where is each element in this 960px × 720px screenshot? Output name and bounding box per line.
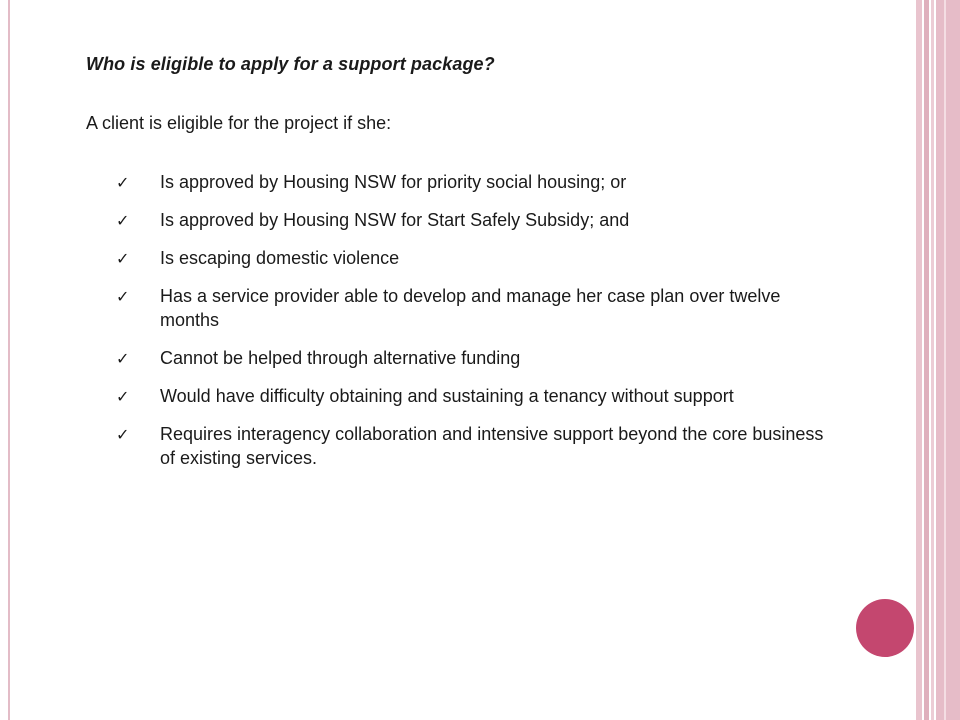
slide-heading: Who is eligible to apply for a support package?: [86, 54, 495, 74]
list-item: [116, 284, 836, 332]
check-icon: ✓: [116, 287, 130, 306]
right-stripe: [924, 0, 929, 720]
check-icon: ✓: [116, 249, 130, 268]
check-icon: ✓: [116, 173, 130, 192]
check-icon: ✓: [116, 387, 130, 406]
list-item: [116, 246, 836, 270]
list-item-text: Has a service provider able to develop and manage her case plan over twelve months: [160, 286, 781, 330]
list-item-text: Is approved by Housing NSW for Start Safely Subsidy; and: [160, 210, 630, 230]
list-item: [116, 346, 836, 370]
check-icon: ✓: [116, 349, 130, 368]
check-icon: ✓: [116, 211, 130, 230]
decorative-circle: [856, 599, 914, 657]
right-stripe: [944, 0, 946, 720]
list-item-text: Is approved by Housing NSW for priority social housing; or: [160, 172, 627, 192]
list-item-text: Cannot be helped through alternative funding: [160, 348, 521, 368]
eligibility-list: [116, 170, 836, 484]
list-item: [116, 170, 836, 194]
right-stripe: [931, 0, 934, 720]
right-stripe: [916, 0, 922, 720]
left-frame-line: [8, 0, 10, 720]
list-item: [116, 422, 836, 470]
list-item-text: Requires interagency collaboration and intensive support beyond the core business of existing services.: [160, 424, 824, 468]
list-item-text: Would have difficulty obtaining and sustaining a tenancy without support: [160, 386, 734, 406]
list-item: [116, 208, 836, 232]
check-icon: ✓: [116, 425, 130, 444]
list-item: [116, 384, 836, 408]
intro-text: A client is eligible for the project if she:: [86, 113, 392, 133]
list-item-text: Is escaping domestic violence: [160, 248, 400, 268]
right-stripe: [936, 0, 960, 720]
